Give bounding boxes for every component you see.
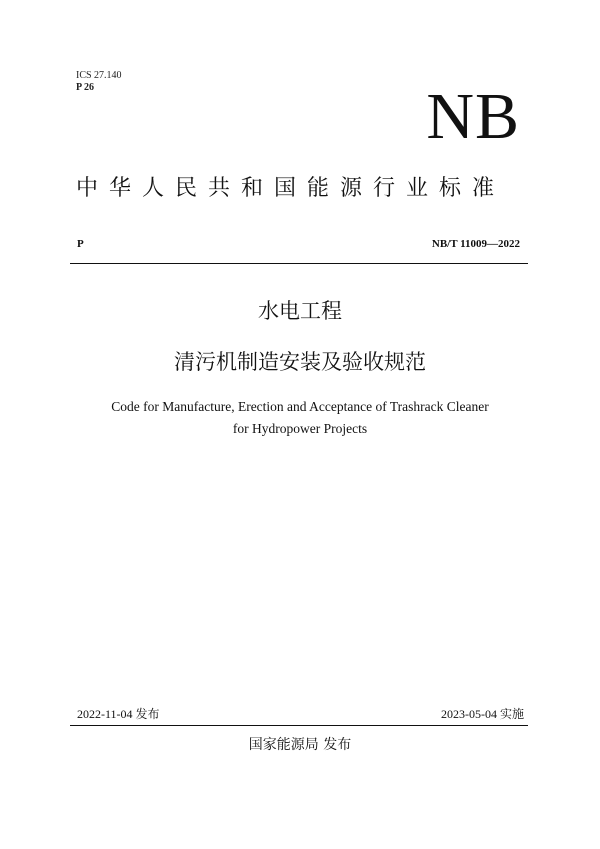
bottom-divider (70, 725, 528, 726)
standard-category-title: 中华人民共和国能源行业标准 (76, 176, 506, 201)
english-title-line-2: for Hydropower Projects (232, 421, 368, 436)
nb-logo: NB (426, 80, 520, 153)
document-title-line-1: 水电工程 (258, 299, 342, 323)
english-title-line-1: Code for Manufacture, Erection and Acceptance of Trashrack Cleaner (111, 399, 489, 414)
ics-code: ICS 27.140 (76, 70, 122, 81)
top-divider (70, 263, 528, 264)
implementation-date: 2023-05-04 实施 (441, 707, 524, 721)
left-classification-code: P (77, 238, 84, 250)
publisher: 国家能源局 发布 (248, 737, 352, 753)
classification-codes (76, 70, 122, 94)
issue-date: 2022-11-04 发布 (77, 707, 160, 721)
ccs-code: P 26 (76, 82, 95, 93)
english-title (0, 396, 600, 440)
document-title-line-2: 清污机制造安装及验收规范 (174, 350, 426, 374)
standard-number: NB/T 11009—2022 (431, 238, 520, 250)
